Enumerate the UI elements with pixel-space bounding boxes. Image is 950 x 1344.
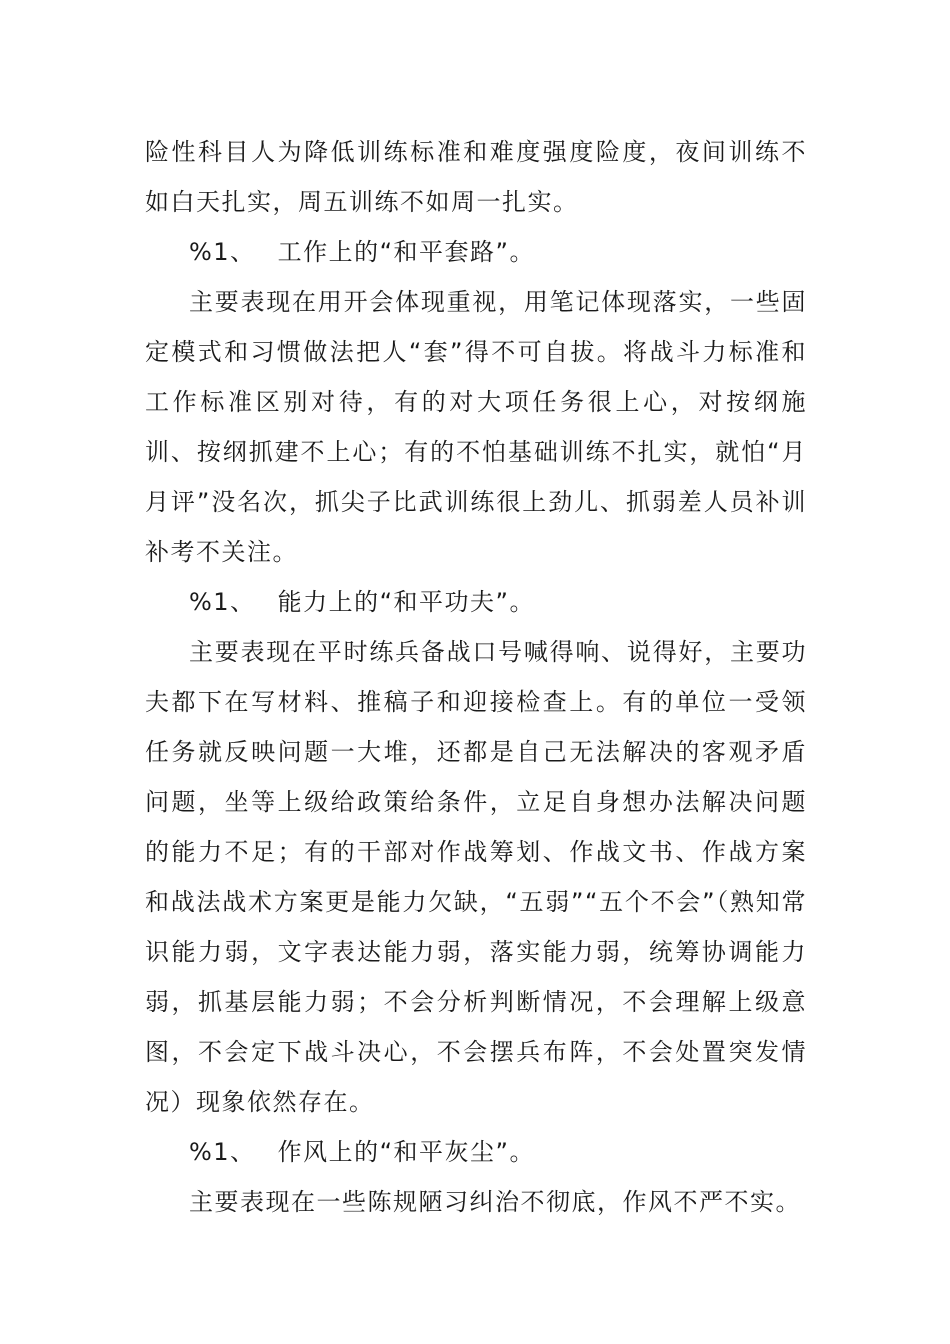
heading-number: %1、 — [189, 1138, 256, 1166]
document-body — [145, 127, 807, 1227]
section-heading — [145, 1127, 807, 1177]
heading-number: %1、 — [189, 238, 256, 266]
body-paragraph: 主要表现在平时练兵备战口号喊得响、说得好，主要功夫都下在写材料、推稿子和迎接检查上。有的单位一受领任务就反映问题一大堆，还都是自己无法解决的客观矛盾问题，坐等上级给政策给条件，立足自身想办法解决问题的能力不足；有的干部对作战筹划、作战文书、作战方案和战法战术方案更是能力欠缺，“五弱”“五个不会”（熟知常识能力弱，文字表达能力弱，落实能力弱，统筹协调能力弱，抓基层能力弱；不会分析判断情况，不会理解上级意图，不会定下战斗决心，不会摆兵布阵，不会处置突发情况）现象依然存在。 — [145, 638, 807, 1116]
heading-number: %1、 — [189, 588, 256, 616]
body-paragraph: 主要表现在一些陈规陋习纠治不彻底，作风不严不实。 — [189, 1188, 801, 1216]
section-heading — [145, 577, 807, 627]
section-heading — [145, 227, 807, 277]
heading-title: 能力上的“和平功夫”。 — [277, 588, 535, 616]
heading-title: 作风上的“和平灰尘”。 — [277, 1138, 535, 1166]
heading-title: 工作上的“和平套路”。 — [277, 238, 535, 266]
body-paragraph: 主要表现在用开会体现重视，用笔记体现落实，一些固定模式和习惯做法把人“套”得不可自拔。将战斗力标准和工作标准区别对待，有的对大项任务很上心，对按纲施训、按纲抓建不上心；有的不怕基础训练不扎实，就怕“月月评”没名次，抓尖子比武训练很上劲儿、抓弱差人员补训补考不关注。 — [145, 288, 807, 566]
body-paragraph: 险性科目人为降低训练标准和难度强度险度，夜间训练不如白天扎实，周五训练不如周一扎实。 — [145, 138, 807, 216]
